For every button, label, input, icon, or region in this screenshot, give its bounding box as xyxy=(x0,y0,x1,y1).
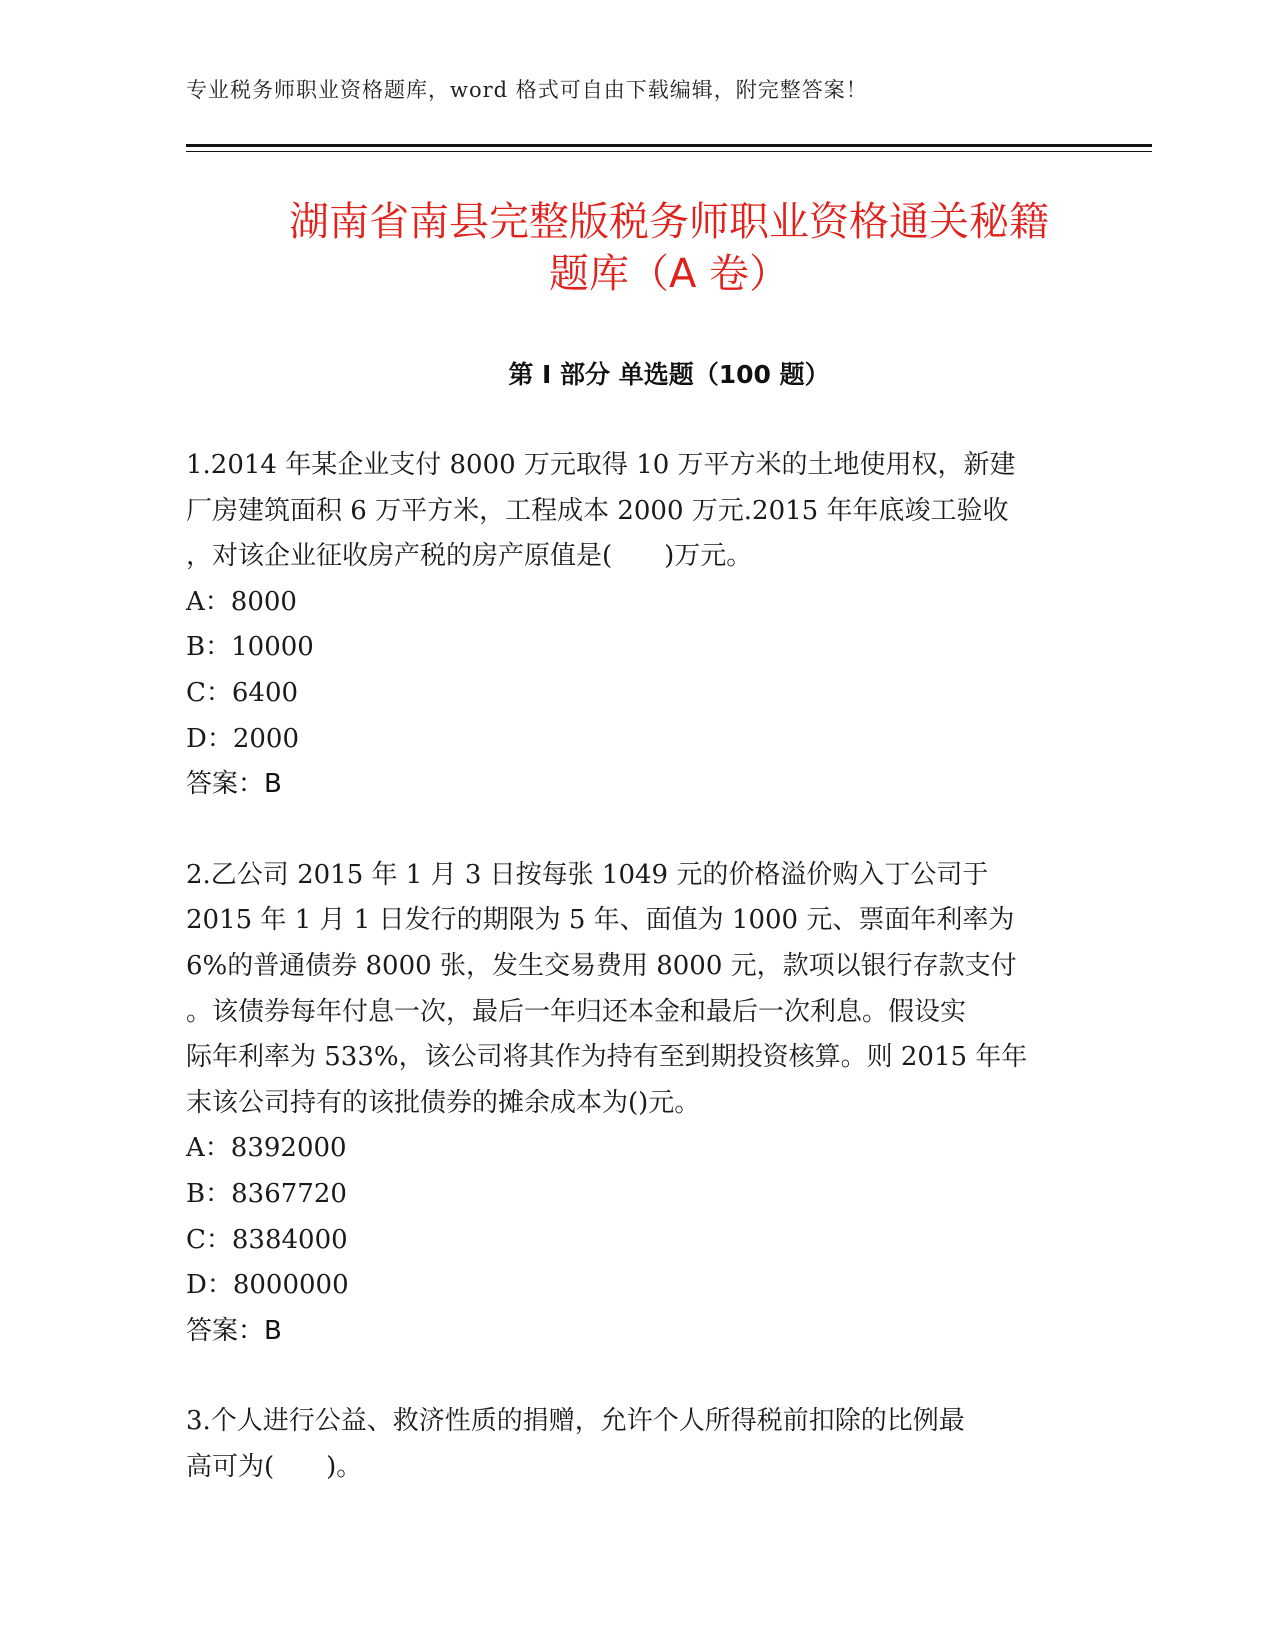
header-rule-thick xyxy=(186,144,1152,147)
option-c: C：6400 xyxy=(186,677,299,708)
question-2 xyxy=(186,853,1086,1355)
question-list xyxy=(186,443,1086,1535)
answer: 答案：B xyxy=(186,769,282,800)
option-c: C：8384000 xyxy=(186,1224,348,1255)
question-stem: 2.乙公司 2015 年 1 月 3 日按每张 1049 元的价格溢价购入丁公司于 2015 年 1 月 1 日发行的期限为 5 年、面值为 1000 元、票面年利率为 6%的普通债券 8000 张，发生交易费用 8000 元，款项以银行存款支付 。该债券每年付息一次，最后一年归还本金和最后一次利息。假设实 际年利率为 533%，该公司将其作为持有至到期投资核算。则 2015 年年 末该公司持有的该批债券的摊余成本为()元。 xyxy=(186,859,1028,1118)
question-3 xyxy=(186,1399,1086,1490)
option-a: A：8000 xyxy=(186,586,297,617)
option-b: B：8367720 xyxy=(186,1178,347,1209)
header-rule-thin xyxy=(186,151,1152,152)
option-d: D：2000 xyxy=(186,723,300,754)
option-b: B：10000 xyxy=(186,632,314,663)
question-1 xyxy=(186,443,1086,808)
document-title: 湖南省南县完整版税务师职业资格通关秘籍 题库（A 卷） xyxy=(289,199,1049,297)
section-heading: 第 I 部分 单选题（100 题） xyxy=(508,360,830,389)
answer: 答案：B xyxy=(186,1315,282,1346)
option-d: D：8000000 xyxy=(186,1270,349,1301)
header-note: 专业税务师职业资格题库，word 格式可自由下载编辑，附完整答案！ xyxy=(186,78,868,102)
question-stem: 3.个人进行公益、救济性质的捐赠，允许个人所得税前扣除的比例最 高可为( )。 xyxy=(186,1406,965,1482)
question-stem: 1.2014 年某企业支付 8000 万元取得 10 万平方米的土地使用权，新建 厂房建筑面积 6 万平方米，工程成本 2000 万元.2015 年年底竣工验收 ，对该企业征收房产税的房产原值是( )万元。 xyxy=(186,450,1016,572)
option-a: A：8392000 xyxy=(186,1133,347,1164)
